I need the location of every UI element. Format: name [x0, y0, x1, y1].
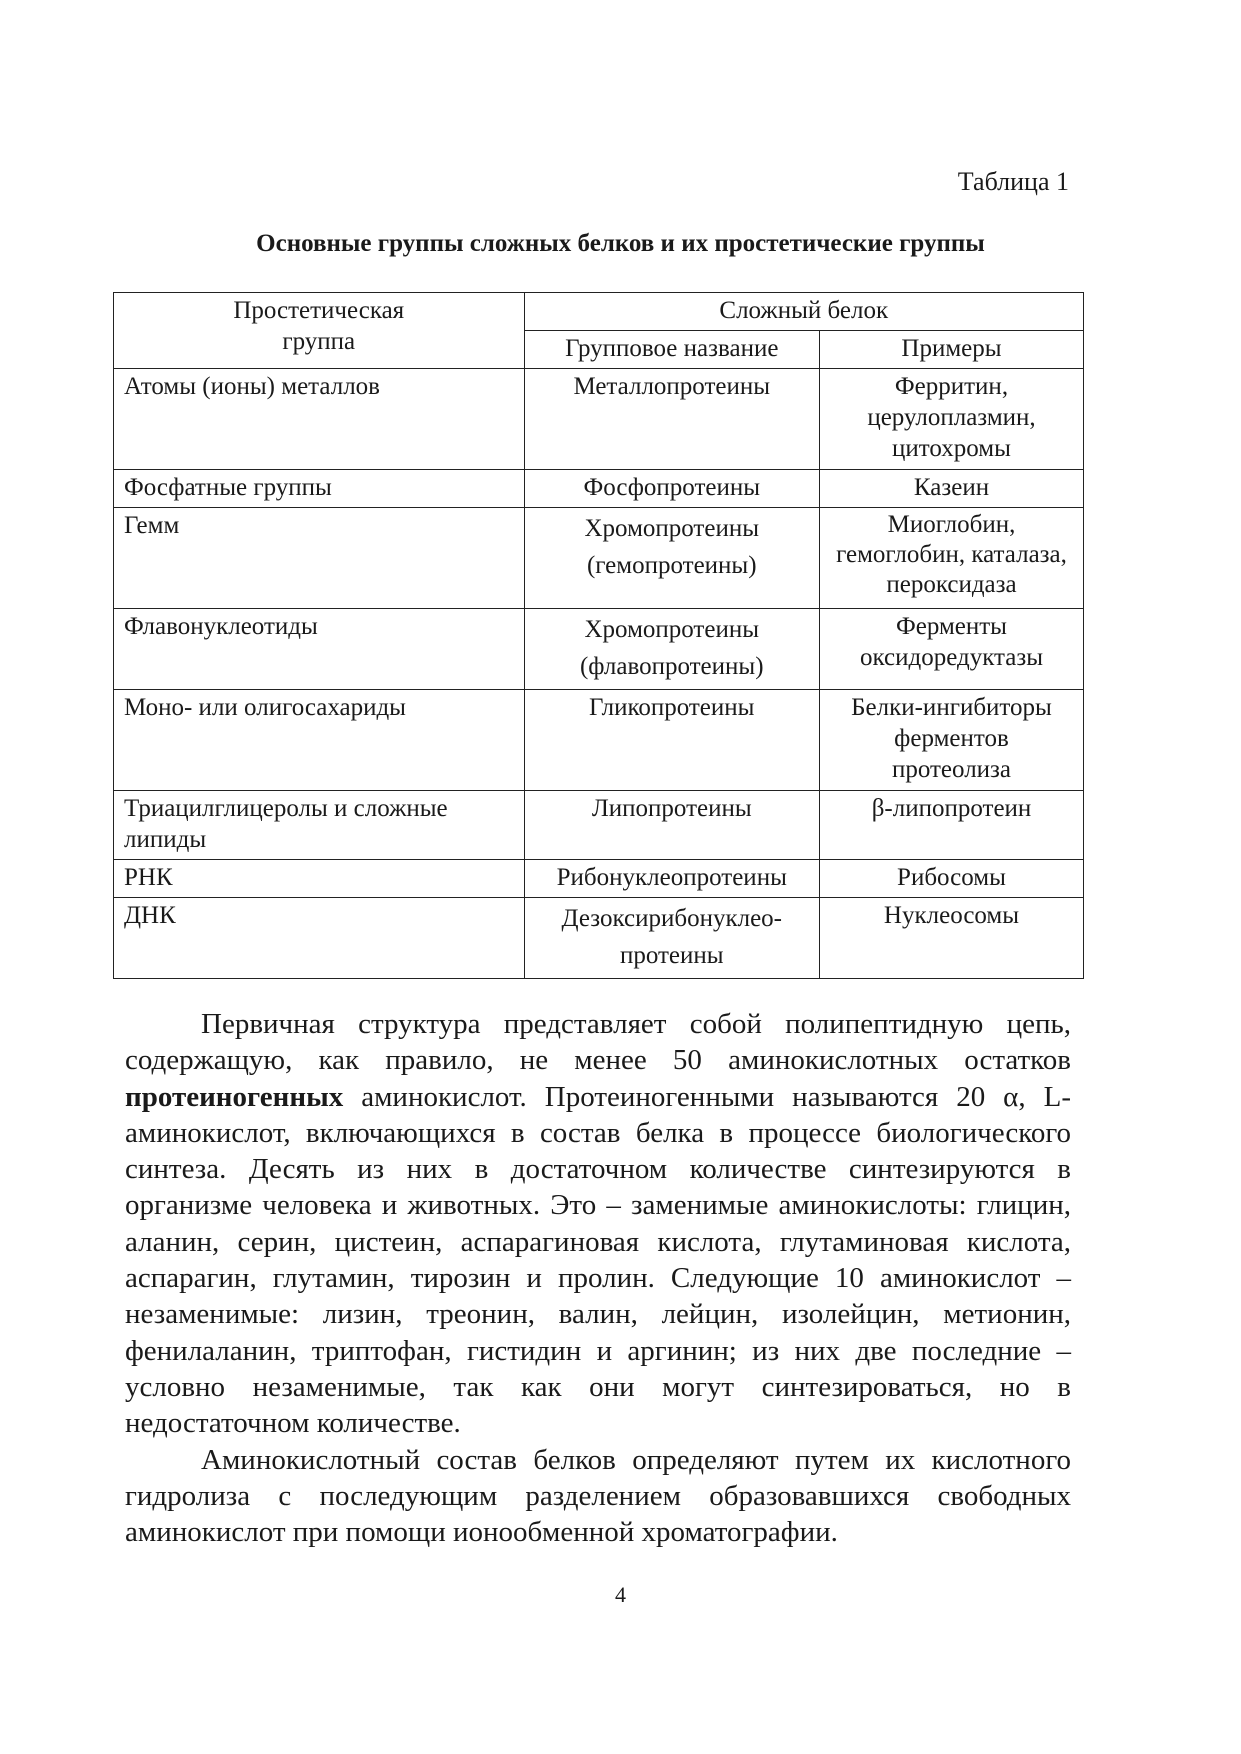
- cell-group: РНК: [114, 860, 525, 898]
- table-row: [114, 898, 1084, 979]
- table-title: Основные группы сложных белков и их простетические группы: [256, 230, 985, 257]
- cell-name: Гликопротеины: [524, 690, 819, 791]
- page-number: 4: [615, 1582, 626, 1607]
- cell-name: Рибонуклеопротеины: [524, 860, 819, 898]
- cell-name: Фосфопротеины: [524, 470, 819, 508]
- cell-group: Фосфатные группы: [114, 470, 525, 508]
- proteins-table: [113, 292, 1084, 979]
- cell-examples: β-липопротеин: [819, 791, 1083, 860]
- header-group-name: Групповое название: [524, 331, 819, 369]
- cell-name: Дезоксирибонуклео-протеины: [524, 898, 819, 979]
- cell-group: Моно- или олигосахариды: [114, 690, 525, 791]
- cell-name: Хромопротеины (флавопротеины): [524, 609, 819, 690]
- cell-examples: Нуклеосомы: [819, 898, 1083, 979]
- cell-group: Флавонуклеотиды: [114, 609, 525, 690]
- table-row: [114, 791, 1084, 860]
- table-row: [114, 470, 1084, 508]
- cell-group: ДНК: [114, 898, 525, 979]
- cell-examples: Казеин: [819, 470, 1083, 508]
- cell-group: Атомы (ионы) металлов: [114, 369, 525, 470]
- table-row: [114, 609, 1084, 690]
- paragraph1-part2: аминокислот. Протеиногенными называются 20 α, L-аминокислот, включающихся в состав белка в процессе биологического синтеза. Десять из них в достаточном количестве синтезируются в организме человека и животных. Это – заменимые аминокислоты: глицин, аланин, серин, цистеин, аспарагиновая кислота, глутаминовая кислота, аспарагин, глутамин, тирозин и пролин. Следующие 10 аминокислот – незаменимые: лизин, треонин, валин, лейцин, изолейцин, метионин, фенилаланин, триптофан, гистидин и аргинин; из них две последние – условно незаменимые, так как они могут синтезироваться, но в недостаточном количестве.: [125, 1080, 1071, 1440]
- table-row: [114, 860, 1084, 898]
- table-row: [114, 690, 1084, 791]
- paragraph-amino-acid-composition: Аминокислотный состав белков определяют путем их кислотного гидролиза с последующим разделением образовавшихся свободных аминокислот при помощи ионообменной хроматографии.: [125, 1443, 1071, 1549]
- table-number: Таблица 1: [957, 167, 1069, 196]
- cell-examples: Рибосомы: [819, 860, 1083, 898]
- body-text: [125, 1006, 1071, 1550]
- cell-group: Гемм: [114, 508, 525, 609]
- table-header-row: [114, 293, 1084, 331]
- header-prosthetic-group: Простетическая группа: [114, 293, 525, 369]
- paragraph-primary-structure: [125, 1006, 1071, 1442]
- cell-name: Металлопротеины: [524, 369, 819, 470]
- cell-name: Липопротеины: [524, 791, 819, 860]
- table-row: [114, 508, 1084, 609]
- cell-examples: Ферритин, церулоплазмин, цитохромы: [819, 369, 1083, 470]
- header-examples: Примеры: [819, 331, 1083, 369]
- cell-name: Хромопротеины (гемопротеины): [524, 508, 819, 609]
- table-row: [114, 369, 1084, 470]
- cell-examples: Миоглобин, гемоглобин, каталаза, пероксидаза: [819, 508, 1083, 609]
- term-proteinogenic: протеиногенных: [125, 1080, 344, 1113]
- cell-examples: Белки-ингибиторы ферментов протеолиза: [819, 690, 1083, 791]
- cell-examples: Ферменты оксидоредуктазы: [819, 609, 1083, 690]
- cell-group: Триацилглицеролы и сложные липиды: [114, 791, 525, 860]
- paragraph1-part1: Первичная структура представляет собой полипептидную цепь, содержащую, как правило, не менее 50 аминокислотных остатков: [125, 1008, 1071, 1077]
- header-complex-protein: Сложный белок: [524, 293, 1083, 331]
